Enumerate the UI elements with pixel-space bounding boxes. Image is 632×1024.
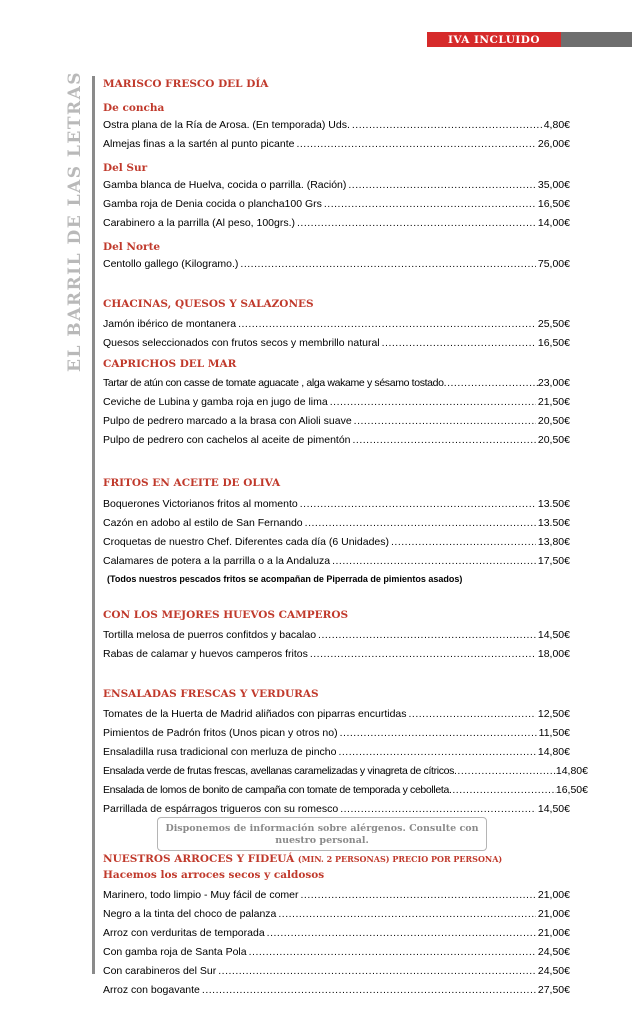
- menu-item: [103, 724, 570, 743]
- menu-item: [103, 981, 570, 1000]
- section-marisco: [103, 76, 570, 274]
- item-name: Tartar de atún con casse de tomate aguacate , alga wakame y sésamo tostado: [103, 377, 444, 389]
- dot-leader: [324, 195, 536, 214]
- dot-leader: [382, 334, 536, 353]
- dot-leader: [297, 214, 536, 233]
- item-price: 14,80€: [555, 765, 588, 777]
- dot-leader: [330, 393, 536, 412]
- section-title: FRITOS EN ACEITE DE OLIVA: [103, 477, 281, 489]
- item-price: 12,50€: [537, 708, 570, 720]
- dot-leader: [338, 743, 535, 762]
- item-name: Pulpo de pedrero con cachelos al aceite de pimentón: [103, 434, 351, 446]
- section-title: ENSALADAS FRESCAS Y VERDURAS: [103, 688, 319, 700]
- item-name: Parrillada de espárragos trigueros con su romesco: [103, 803, 339, 815]
- subsection-title: Del Norte: [103, 241, 161, 253]
- dot-leader: [444, 374, 538, 393]
- item-name: Ensalada de lomos de bonito de campaña con tomate de temporada y cebolleta: [103, 784, 449, 796]
- item-price: 16,50€: [537, 337, 570, 349]
- item-price: 4,80€: [543, 119, 570, 131]
- menu-item: [103, 514, 570, 533]
- allergen-notice: Disponemos de información sobre alérgenos. Consulte con nuestro personal.: [157, 817, 487, 851]
- section-title: MARISCO FRESCO DEL DÍA: [103, 78, 269, 90]
- item-name: Croquetas de nuestro Chef. Diferentes cada día (6 Unidades): [103, 536, 389, 548]
- dot-leader: [249, 943, 536, 962]
- iva-badge: IVA INCLUIDO: [427, 32, 561, 47]
- dot-leader: [318, 626, 536, 645]
- item-name: Ensaladilla rusa tradicional con merluza de pincho: [103, 746, 337, 758]
- dot-leader: [449, 781, 556, 800]
- item-name: Gamba roja de Denia cocida o plancha100 Grs: [103, 198, 322, 210]
- item-price: 14,50€: [537, 629, 570, 641]
- item-name: Ensalada verde de frutas frescas, avellanas caramelizadas y vinagreta de cítricos: [103, 765, 455, 777]
- menu-item: [103, 334, 570, 353]
- item-name: Pimientos de Padrón fritos (Unos pican y otros no): [103, 727, 338, 739]
- item-name: Calamares de potera a la parrilla o a la Andaluza: [103, 555, 331, 567]
- item-price: 35,00€: [537, 179, 570, 191]
- dot-leader: [296, 135, 535, 154]
- dot-leader: [240, 255, 535, 274]
- menu-item: [103, 431, 570, 450]
- dot-leader: [305, 514, 536, 533]
- item-name: Marinero, todo limpio - Muy fácil de comer: [103, 889, 299, 901]
- item-name: Tortilla melosa de puerros confitdos y bacalao: [103, 629, 317, 641]
- section-title: CON LOS MEJORES HUEVOS CAMPEROS: [103, 609, 349, 621]
- section-ensaladas: [103, 686, 588, 819]
- menu-item: [103, 762, 588, 781]
- section-chacinas: [103, 296, 570, 353]
- menu-item: [103, 943, 570, 962]
- subsection-title: Hacemos los arroces secos y caldosos: [103, 869, 325, 881]
- item-price: 16,50€: [555, 784, 588, 796]
- dot-leader: [391, 533, 536, 552]
- dot-leader: [301, 886, 536, 905]
- item-name: Arroz con bogavante: [103, 984, 200, 996]
- menu-item: [103, 533, 570, 552]
- item-name: Carabinero a la parrilla (Al peso, 100grs.): [103, 217, 296, 229]
- item-price: 24,50€: [537, 965, 570, 977]
- item-price: 20,50€: [537, 415, 570, 427]
- dot-leader: [354, 412, 536, 431]
- item-name: Gamba blanca de Huelva, cocida o parrilla. (Ración): [103, 179, 347, 191]
- menu-item: [103, 905, 570, 924]
- side-divider: [92, 76, 95, 974]
- menu-item: [103, 214, 570, 233]
- dot-leader: [348, 176, 536, 195]
- item-price: 25,50€: [537, 318, 570, 330]
- dot-leader: [352, 116, 542, 135]
- item-name: Con carabineros del Sur: [103, 965, 217, 977]
- menu-item: [103, 412, 570, 431]
- dot-leader: [238, 315, 536, 334]
- dot-leader: [353, 431, 536, 450]
- item-price: 21,00€: [537, 889, 570, 901]
- item-name: Quesos seleccionados con frutos secos y membrillo natural: [103, 337, 380, 349]
- menu-item: [103, 116, 570, 135]
- section-arroces: [103, 851, 570, 1000]
- dot-leader: [310, 645, 536, 664]
- menu-item: [103, 393, 570, 412]
- item-price: 26,00€: [537, 138, 570, 150]
- item-price: 27,50€: [537, 984, 570, 996]
- section-fritos: [103, 475, 570, 587]
- menu-item: [103, 135, 570, 154]
- dot-leader: [409, 705, 536, 724]
- dot-leader: [267, 924, 536, 943]
- dot-leader: [278, 905, 536, 924]
- item-price: 13.50€: [537, 498, 570, 510]
- menu-item: [103, 924, 570, 943]
- item-name: Pulpo de pedrero marcado a la brasa con Alioli suave: [103, 415, 352, 427]
- item-price: 16,50€: [537, 198, 570, 210]
- subsection-title: De concha: [103, 102, 165, 114]
- item-price: 21,50€: [537, 396, 570, 408]
- arroces-condition: (MIN. 2 PERSONAS) PRECIO POR PERSONA): [297, 854, 503, 864]
- item-price: 14,00€: [537, 217, 570, 229]
- menu-item: [103, 552, 570, 571]
- item-price: 75,00€: [537, 258, 570, 270]
- menu-item: [103, 495, 570, 514]
- item-price: 14,50€: [537, 803, 570, 815]
- dot-leader: [340, 724, 537, 743]
- item-name: Centollo gallego (Kilogramo.): [103, 258, 239, 270]
- menu-item: [103, 315, 570, 334]
- menu-item: [103, 176, 570, 195]
- item-name: Arroz con verduritas de temporada: [103, 927, 265, 939]
- section-caprichos: [103, 356, 570, 450]
- item-price: 17,50€: [537, 555, 570, 567]
- item-name: Jamón ibérico de montanera: [103, 318, 237, 330]
- item-name: Ceviche de Lubina y gamba roja en jugo de lima: [103, 396, 328, 408]
- item-price: 13.50€: [537, 517, 570, 529]
- subsection-title: Del Sur: [103, 162, 148, 174]
- item-name: Con gamba roja de Santa Pola: [103, 946, 247, 958]
- item-price: 18,00€: [537, 648, 570, 660]
- section-title: [103, 851, 570, 867]
- menu-item: [103, 195, 570, 214]
- dot-leader: [202, 981, 536, 1000]
- item-price: 20,50€: [537, 434, 570, 446]
- menu-item: [103, 374, 570, 393]
- section-title: CAPRICHOS DEL MAR: [103, 358, 237, 370]
- item-price: 24,50€: [537, 946, 570, 958]
- section-huevos: [103, 607, 570, 664]
- menu-item: [103, 781, 588, 800]
- item-name: Ostra plana de la Ría de Arosa. (En temporada) Uds.: [103, 119, 350, 131]
- header-rule: [561, 32, 632, 47]
- item-price: 14,80€: [537, 746, 570, 758]
- item-name: Cazón en adobo al estilo de San Fernando: [103, 517, 303, 529]
- item-name: Almejas finas a la sartén al punto picante: [103, 138, 295, 150]
- dot-leader: [454, 762, 556, 781]
- item-price: 23,00€: [537, 377, 570, 389]
- menu-item: [103, 962, 570, 981]
- menu-content: [103, 76, 588, 1000]
- item-price: 21,00€: [537, 908, 570, 920]
- item-price: 11,50€: [538, 727, 570, 739]
- menu-item: [103, 626, 570, 645]
- fritos-note: (Todos nuestros pescados fritos se acompañan de Piperrada de pimientos asados): [107, 574, 463, 584]
- menu-item: [103, 705, 570, 724]
- item-price: 21,00€: [537, 927, 570, 939]
- dot-leader: [332, 552, 536, 571]
- item-name: Boquerones Victorianos fritos al momento: [103, 498, 298, 510]
- item-name: Tomates de la Huerta de Madrid aliñados con piparras encurtidas: [103, 708, 407, 720]
- dot-leader: [218, 962, 536, 981]
- restaurant-name: EL BARRIL DE LAS LETRAS: [65, 70, 85, 372]
- item-name: Rabas de calamar y huevos camperos fritos: [103, 648, 308, 660]
- dot-leader: [300, 495, 536, 514]
- menu-item: [103, 886, 570, 905]
- section-title: CHACINAS, QUESOS Y SALAZONES: [103, 298, 314, 310]
- arroces-title: NUESTROS ARROCES Y FIDEUÁ: [103, 853, 295, 865]
- item-price: 13,80€: [537, 536, 570, 548]
- menu-item: [103, 743, 570, 762]
- menu-item: [103, 645, 570, 664]
- menu-item: [103, 255, 570, 274]
- item-name: Negro a la tinta del choco de palanza: [103, 908, 277, 920]
